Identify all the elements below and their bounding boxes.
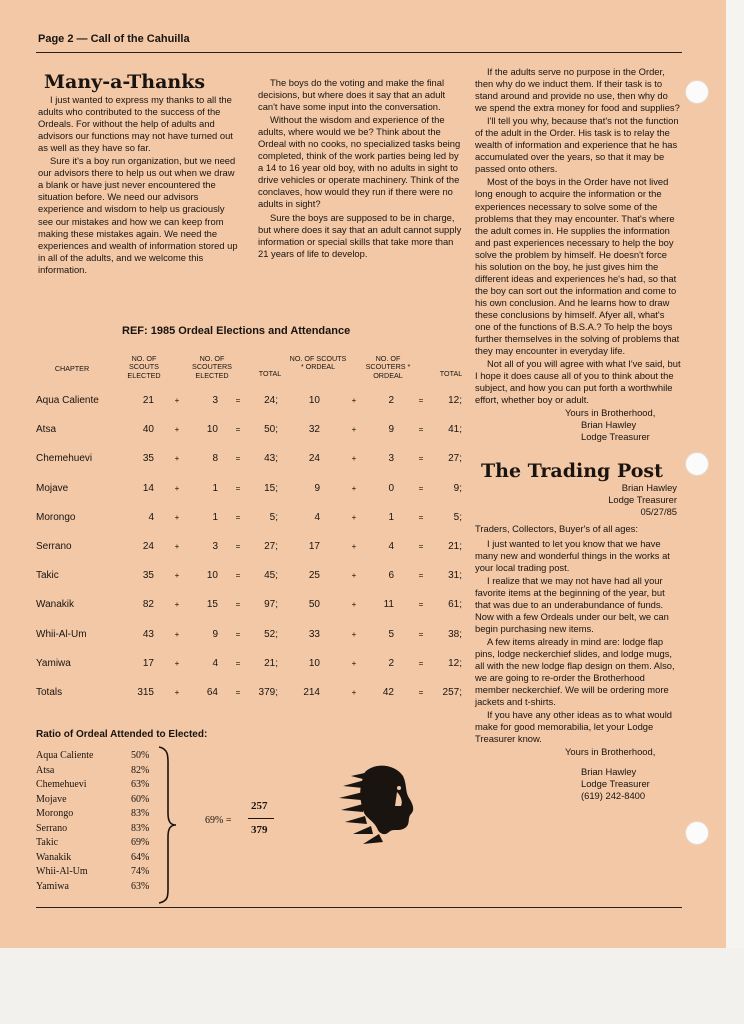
table-title: REF: 1985 Ordeal Elections and Attendance <box>122 325 351 337</box>
scouts-ordeal: 17 <box>308 541 320 552</box>
equals-sign: = <box>418 425 424 435</box>
article-column-2 <box>258 77 463 261</box>
scouters-ordeal: 2 <box>388 395 394 406</box>
scouts-ordeal: 9 <box>314 482 320 494</box>
total-ordeal: 38; <box>448 628 462 640</box>
total-elected: 379; <box>258 687 278 698</box>
article-paragraph: If the adults serve no purpose in the Order, then why do we induct them. If their task is to stand around and provide no use, then why do we spend the extra money for food and supplies? <box>475 66 680 114</box>
scouters-elected: 3 <box>212 541 218 552</box>
column-header: NO. OF SCOUTS * ORDEAL <box>289 354 347 372</box>
equals-sign: = <box>235 512 241 522</box>
article-paragraph: I realize that we may not have had all your favorite items at the beginning of the year, but that was due to an underabundance of funds. Now with a few Ordeals under our belt, we can begin purchasing new items. <box>475 574 669 635</box>
chapter-name: Wanakik <box>36 599 74 611</box>
page-header: Page 2 — Call of the Cahuilla <box>38 33 190 45</box>
scouters-ordeal: 3 <box>388 453 394 465</box>
scouts-elected: 35 <box>142 453 154 465</box>
ratio-chapter: Aqua Caliente <box>36 750 94 761</box>
plus-sign: + <box>174 688 180 697</box>
ratio-chapter: Mojave <box>36 793 67 805</box>
total-ordeal: 27; <box>448 453 462 465</box>
equals-sign: = <box>235 571 241 581</box>
scouts-elected: 82 <box>142 599 154 611</box>
plus-sign: + <box>174 571 180 581</box>
equals-sign: = <box>235 425 241 435</box>
scouters-elected: 4 <box>212 657 218 669</box>
ratio-denominator: 379 <box>251 824 268 836</box>
equals-sign: = <box>418 629 424 639</box>
scouts-elected: 315 <box>137 687 154 698</box>
plus-sign: + <box>174 600 180 610</box>
column-header: TOTAL <box>258 369 282 378</box>
ratio-chapter: Atsa <box>36 764 55 776</box>
article-paragraph: Sure it's a boy run organization, but we need our advisors there to help us out when we draw a blank or have just never encountered the situation before. We need our advisors experience and wisdom to help us graciously see our mistakes and how we can keep from making these mistakes again. We need the experiences and wealth of information stored up in all of the adults, and we welcome this information. <box>38 155 238 275</box>
equals-sign: = <box>235 396 241 405</box>
equals-sign: = <box>418 483 424 493</box>
article-column-1 <box>38 71 242 277</box>
scouts-ordeal: 33 <box>308 628 320 640</box>
ratio-title: Ratio of Ordeal Attended to Elected: <box>36 729 208 740</box>
total-elected: 27; <box>264 541 278 552</box>
total-elected: 15; <box>264 482 278 494</box>
scouters-ordeal: 9 <box>388 424 394 436</box>
scouts-ordeal: 32 <box>308 424 320 436</box>
article-paragraph: I'll tell you why, because that's not the function of the adult in the Order. His task is to relay the wealth of information and experience that he has accumulated over the years, so that it may be passed onto others. <box>475 115 679 175</box>
total-elected: 5; <box>269 511 278 523</box>
plus-sign: + <box>351 658 357 668</box>
byline-name: Brian Hawley <box>621 481 677 493</box>
total-ordeal: 5; <box>453 511 462 523</box>
equals-sign: = <box>235 600 241 610</box>
scouters-ordeal: 11 <box>383 599 394 611</box>
fraction-bar <box>248 818 274 819</box>
ratio-percent: 74% <box>131 866 150 877</box>
article-paragraph: A few items already in mind are: lodge flap pins, lodge neckerchief slides, and lodge mugs, all with the new lodge flap design on them. Also, we are going to re-order the Brotherhood member neckerchief. We will be ordering more jackets and t-shirts. <box>475 636 675 708</box>
scouts-ordeal: 10 <box>308 657 320 669</box>
plus-sign: + <box>174 658 180 668</box>
plus-sign: + <box>174 425 180 435</box>
scouts-elected: 24 <box>142 541 154 552</box>
total-ordeal: 61; <box>448 599 462 611</box>
chapter-name: Serrano <box>36 541 72 552</box>
ratio-percent: 60% <box>131 793 150 805</box>
byline-date: 05/27/85 <box>640 505 677 517</box>
chapter-name: Totals <box>36 687 63 698</box>
plus-sign: + <box>351 483 357 493</box>
plus-sign: + <box>351 454 357 464</box>
equals-sign: = <box>235 688 241 697</box>
ratio-percent: 69% <box>131 837 150 848</box>
scouts-elected: 40 <box>142 424 154 436</box>
equals-sign: = <box>235 454 241 464</box>
scouters-ordeal: 2 <box>388 657 394 669</box>
ratio-percent: 63% <box>131 779 150 790</box>
plus-sign: + <box>351 425 357 435</box>
salutation: Traders, Collectors, Buyer's of all ages: <box>475 522 638 534</box>
article-paragraph: If you have any other ideas as to what would make for good memorabilia, let your Lodge Treasurer know. <box>475 709 673 745</box>
ratio-chapter: Whii-Al-Um <box>36 866 88 877</box>
plus-sign: + <box>351 629 357 639</box>
plus-sign: + <box>351 600 357 610</box>
equals-sign: = <box>418 658 424 668</box>
ratio-percent: 64% <box>131 851 150 863</box>
signature-title: Lodge Treasurer <box>581 431 650 443</box>
total-elected: 21; <box>264 657 278 669</box>
footer-rule <box>36 907 682 908</box>
total-elected: 97; <box>264 599 278 611</box>
equals-sign: = <box>235 658 241 668</box>
ratio-chapter: Yamiwa <box>36 880 69 892</box>
article-title: The Trading Post <box>481 460 663 483</box>
scouters-elected: 10 <box>206 570 218 582</box>
plus-sign: + <box>351 688 357 697</box>
scouts-elected: 14 <box>142 482 154 494</box>
scouts-ordeal: 24 <box>308 453 320 465</box>
ratio-numerator: 257 <box>251 800 268 812</box>
plus-sign: + <box>174 629 180 639</box>
scouts-elected: 4 <box>148 511 154 523</box>
plus-sign: + <box>174 396 180 405</box>
scouters-elected: 10 <box>206 424 218 436</box>
equals-sign: = <box>235 542 241 551</box>
scouters-ordeal: 1 <box>388 511 394 523</box>
indian-headdress-icon <box>335 762 430 847</box>
scouters-elected: 3 <box>212 395 218 406</box>
article-paragraph: I just wanted to let you know that we have many new and wonderful things in the works at your local trading post. <box>475 537 670 573</box>
plus-sign: + <box>174 454 180 464</box>
equals-sign: = <box>418 571 424 581</box>
equals-sign: = <box>418 512 424 522</box>
equals-sign: = <box>418 454 424 464</box>
ratio-percent: 82% <box>131 764 150 776</box>
scouts-elected: 35 <box>142 570 154 582</box>
total-ordeal: 31; <box>448 570 462 582</box>
chapter-name: Takic <box>36 570 59 582</box>
article-paragraph: Not all of you will agree with what I've said, but I hope it does cause all of you to think about the subject, and how you can put forth a worthwhile effort, whether boy or adult. <box>475 358 681 406</box>
signature-phone: (619) 242-8400 <box>581 789 646 801</box>
chapter-name: Yamiwa <box>36 657 71 669</box>
scouters-ordeal: 4 <box>388 541 394 552</box>
plus-sign: + <box>351 396 357 405</box>
plus-sign: + <box>174 483 180 493</box>
chapter-name: Whii-Al-Um <box>36 628 87 640</box>
closing: Yours in Brotherhood, <box>565 407 656 419</box>
total-elected: 45; <box>264 570 278 582</box>
article-paragraph: The boys do the voting and make the final decisions, but where does it say that an adult can't have some input into the conversation. <box>258 77 446 113</box>
plus-sign: + <box>351 542 357 551</box>
scouts-ordeal: 214 <box>303 687 320 698</box>
article-paragraph: Without the wisdom and experience of the adults, where would we be? Think about the Ordeal with no cooks, no specialized tasks being completed, think of the work parties being led by a 14 to 16 year old boy, with no adults in sight to drive vehicles or operate machinery. Think of the conclaves, how would they run if there were no adults in sight? <box>258 114 461 210</box>
plus-sign: + <box>351 571 357 581</box>
total-ordeal: 21; <box>448 541 462 552</box>
total-elected: 43; <box>264 453 278 465</box>
ratio-chapter: Chemehuevi <box>36 779 87 790</box>
article-column-3 <box>475 66 681 802</box>
column-header: TOTAL <box>439 369 463 378</box>
scouters-elected: 1 <box>212 511 218 523</box>
ratio-percent: 50% <box>131 750 150 761</box>
article-title: Many-a-Thanks <box>44 71 206 93</box>
ratio-chapter: Wanakik <box>36 851 72 863</box>
ratio-chapter: Takic <box>36 837 59 848</box>
chapter-name: Chemehuevi <box>36 453 93 465</box>
scouters-elected: 64 <box>206 687 218 698</box>
punch-hole <box>685 821 709 845</box>
scouts-elected: 21 <box>142 395 154 406</box>
scouters-ordeal: 42 <box>382 687 394 698</box>
scouters-elected: 1 <box>212 482 218 494</box>
punch-hole <box>685 80 709 104</box>
ratio-percent: 83% <box>131 808 150 819</box>
total-ordeal: 257; <box>442 687 462 698</box>
total-elected: 24; <box>264 395 278 406</box>
chapter-name: Atsa <box>36 424 57 436</box>
equals-sign: = <box>418 688 424 697</box>
scouters-elected: 9 <box>212 628 218 640</box>
ratio-chapter: Morongo <box>36 808 74 819</box>
total-ordeal: 12; <box>448 657 462 669</box>
column-header: NO. OF SCOUTERS ELECTED <box>192 354 232 380</box>
equals-sign: = <box>418 396 424 405</box>
scouters-ordeal: 6 <box>388 570 394 582</box>
scouts-ordeal: 10 <box>308 395 320 406</box>
signature-name: Brian Hawley <box>581 419 637 431</box>
column-header: NO. OF SCOUTERS * ORDEAL <box>365 354 411 380</box>
closing: Yours in Brotherhood, <box>565 746 656 758</box>
byline-title: Lodge Treasurer <box>608 493 677 505</box>
equals-sign: = <box>418 542 424 551</box>
scouts-ordeal: 50 <box>308 599 320 611</box>
header-rule <box>36 52 682 53</box>
scouters-ordeal: 5 <box>388 628 394 640</box>
article-paragraph: I just wanted to express my thanks to all the adults who contributed to the success of the Ordeals. For without the help of adults and advisors our functions may not have turned out as well as they have so far. <box>38 94 233 154</box>
punch-hole <box>685 452 709 476</box>
signature-name: Brian Hawley <box>581 765 637 777</box>
ratio-percent: 83% <box>131 822 150 834</box>
total-ordeal: 41; <box>448 424 462 436</box>
total-elected: 52; <box>264 628 278 640</box>
ratio-percent: 63% <box>131 880 150 892</box>
chapter-name: Mojave <box>36 482 69 494</box>
scouters-elected: 15 <box>206 599 218 611</box>
column-header: NO. OF SCOUTS ELECTED <box>127 354 161 380</box>
total-ordeal: 9; <box>453 482 462 494</box>
equals-sign: = <box>418 600 424 610</box>
chapter-name: Morongo <box>36 511 76 523</box>
scouts-elected: 43 <box>142 628 154 640</box>
brace-icon <box>156 745 178 905</box>
overall-ratio: 69% = <box>205 815 232 826</box>
total-elected: 50; <box>264 424 278 436</box>
signature-title: Lodge Treasurer <box>581 777 650 789</box>
scouts-ordeal: 25 <box>308 570 320 582</box>
article-paragraph: Most of the boys in the Order have not lived long enough to acquire the information or the experiences necessary to solve some of the problems that they may encounter. That's where the adult comes in. He supplies the information and past experiences necessary to help the boy solve the problem by himself. He doesn't force his solution on the boy, he just gives him the different ideas and experiences he's had, so that the boy can sort out the information and come to his own conclusion. And he learns how to draw these conclusions by himself. Afyer all, what's one of the functions of B.S.A.? To help the boys further themselves in the solving of problems that they may encounter in everyday life. <box>475 176 680 357</box>
equals-sign: = <box>235 483 241 493</box>
scouts-elected: 17 <box>142 657 154 669</box>
plus-sign: + <box>174 542 180 551</box>
ratio-chapter: Serrano <box>36 822 68 834</box>
column-header: CHAPTER <box>54 364 90 373</box>
plus-sign: + <box>351 512 357 522</box>
equals-sign: = <box>235 629 241 639</box>
chapter-name: Aqua Caliente <box>36 395 99 406</box>
page-margin-strip <box>726 0 744 948</box>
article-paragraph: Sure the boys are supposed to be in charge, but where does it say that an adult cannot supply information or special skills that take more than 21 years of life to develop. <box>258 211 462 259</box>
scouts-ordeal: 4 <box>314 511 320 523</box>
plus-sign: + <box>174 512 180 522</box>
scouters-ordeal: 0 <box>388 482 394 494</box>
scouters-elected: 8 <box>212 453 218 465</box>
total-ordeal: 12; <box>448 395 462 406</box>
